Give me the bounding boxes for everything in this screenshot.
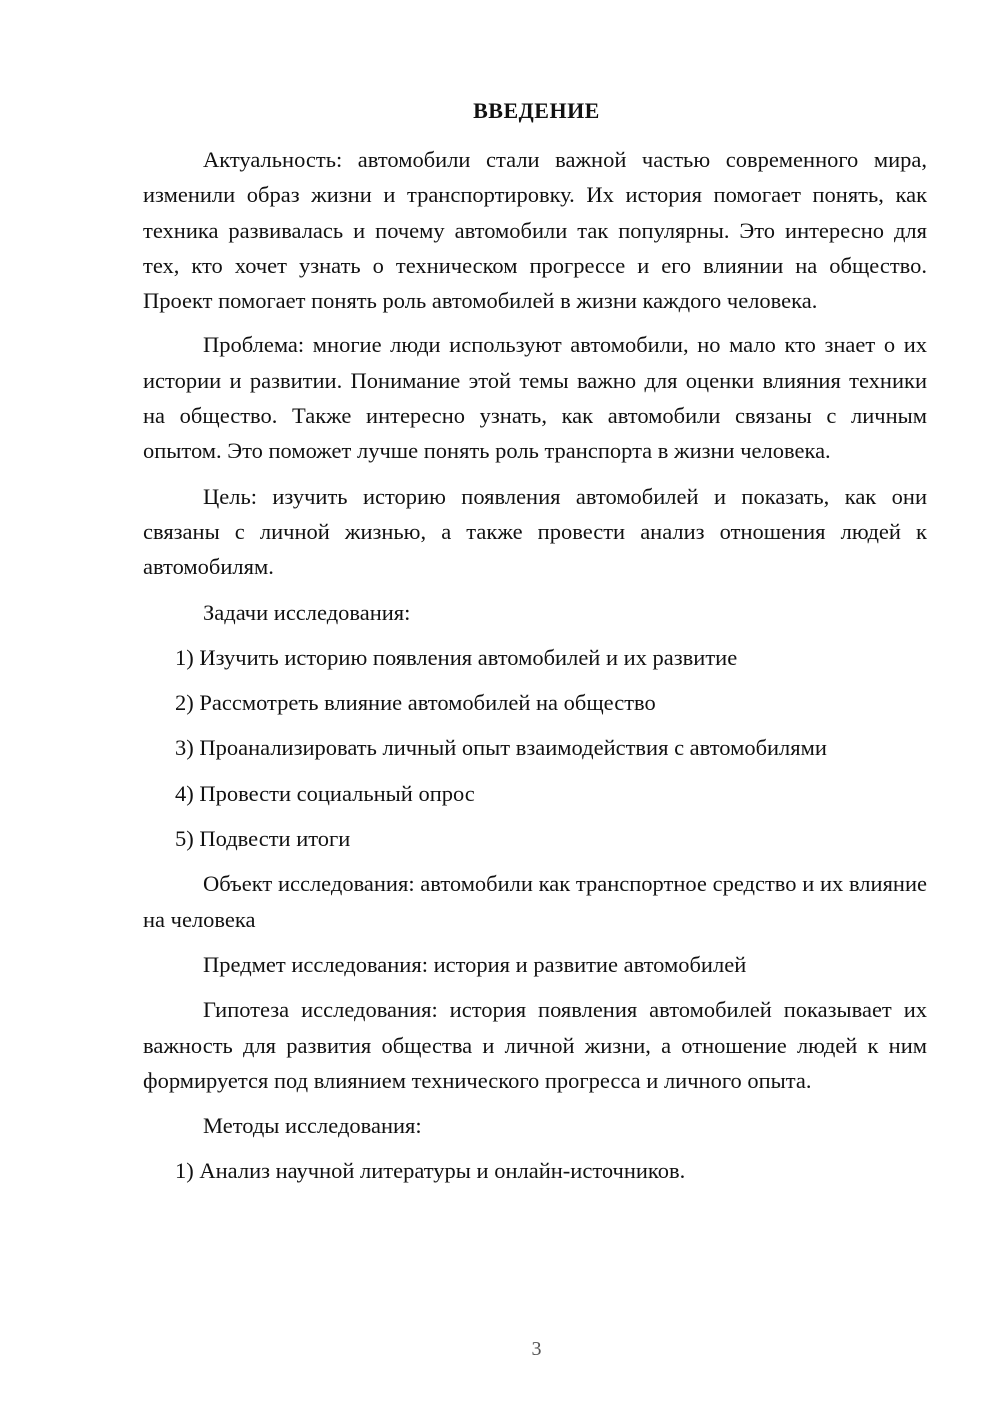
document-body bbox=[143, 142, 927, 1189]
section-title: ВВЕДЕНИЕ bbox=[473, 98, 600, 123]
task-item: 5) Подвести итоги bbox=[175, 826, 351, 852]
tasks-heading: Задачи исследования: bbox=[203, 599, 411, 625]
goal-paragraph: Цель: изучить историю появления автомобилей и показать, как они связаны с личной жизнью, а также провести анализ отношения людей к автомобилям. bbox=[143, 483, 927, 580]
method-item: 1) Анализ научной литературы и онлайн-источников. bbox=[175, 1158, 686, 1184]
page-number: 3 bbox=[531, 1338, 542, 1360]
object-paragraph: Объект исследования: автомобили как транспортное средство и их влияние на человека bbox=[143, 871, 927, 932]
hypothesis-paragraph: Гипотеза исследования: история появления автомобилей показывает их важность для развития общества и личной жизни, а отношение людей к ним формируется под влиянием технического прогресса и личного опыта. bbox=[143, 997, 927, 1093]
task-item: 2) Рассмотреть влияние автомобилей на общество bbox=[175, 690, 656, 716]
task-item: 1) Изучить историю появления автомобилей и их развитие bbox=[175, 644, 738, 670]
methods-heading: Методы исследования: bbox=[203, 1113, 422, 1139]
task-item: 3) Проанализировать личный опыт взаимодействия с автомобилями bbox=[175, 735, 827, 761]
relevance-paragraph: Актуальность: автомобили стали важной частью современного мира, изменили образ жизни и транспортировку. Их история помогает понять, как техника развивалась и почему автомобили так популярны. Это интересно для тех, кто хочет узнать о техническом прогрессе и его влиянии на общество. Проект помогает понять роль автомобилей в жизни каждого человека. bbox=[143, 147, 927, 314]
task-item: 4) Провести социальный опрос bbox=[175, 780, 475, 806]
problem-paragraph: Проблема: многие люди используют автомобили, но мало кто знает о их истории и развитии. Понимание этой темы важно для оценки влияния техники на общество. Также интересно узнать, как автомобили связаны с личным опытом. Это поможет лучше понять роль транспорта в жизни человека. bbox=[143, 332, 927, 464]
subject-paragraph: Предмет исследования: история и развитие автомобилей bbox=[203, 951, 747, 977]
